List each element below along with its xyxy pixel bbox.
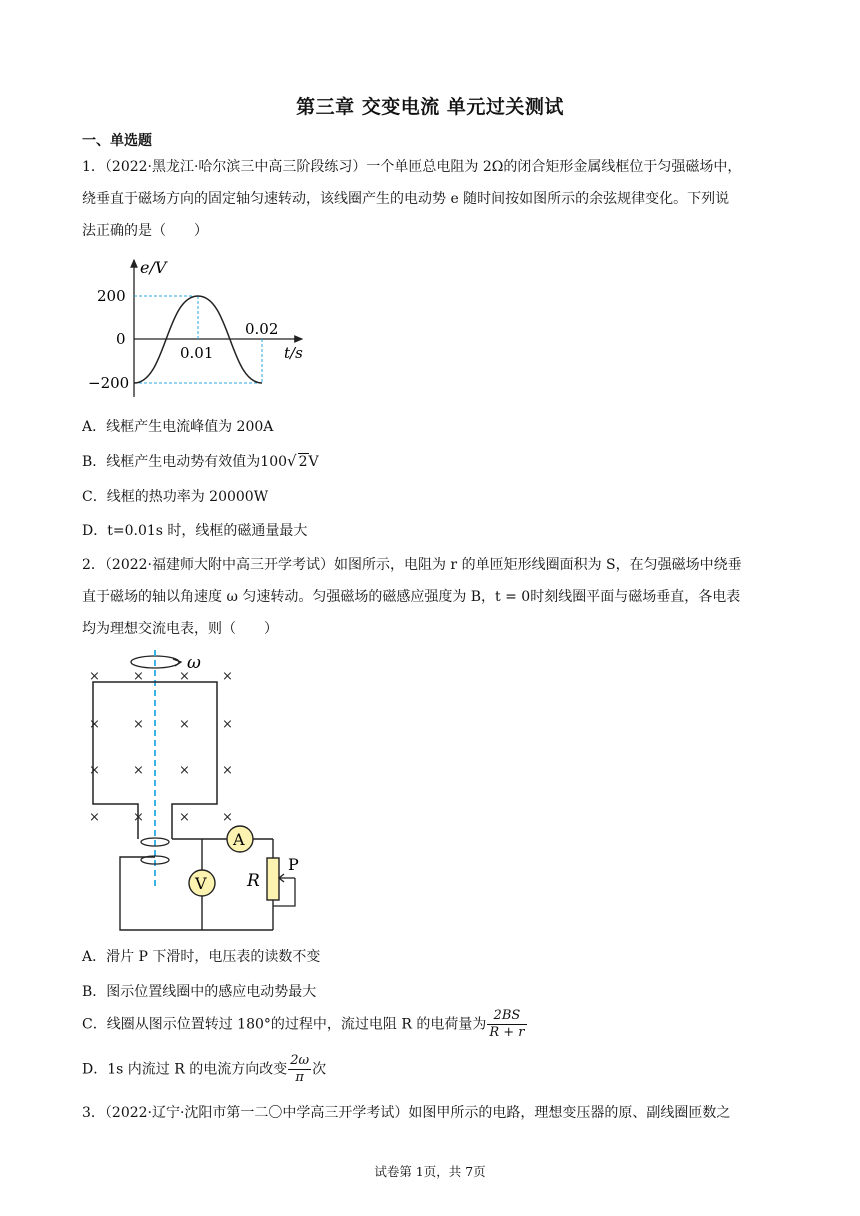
svg-text:×: × [179, 717, 190, 732]
svg-text:×: × [133, 810, 144, 825]
svg-text:P: P [288, 855, 299, 874]
svg-text:×: × [179, 669, 190, 684]
q1-option-c[interactable]: C．线框的热功率为 20000W [82, 489, 269, 505]
q2-stem-line-2: 直于磁场的轴以角速度 ω 匀速转动。匀强磁场的磁感应强度为 B，t = 0时刻线圈平面与磁场垂直，各电表 [82, 589, 741, 605]
tick-200: 200 [97, 287, 126, 305]
svg-text:V: V [195, 874, 207, 893]
svg-text:×: × [133, 717, 144, 732]
q3-stem-line-1: 3．（2022·辽宁·沈阳市第一二〇中学高三开学考试）如图甲所示的电路，理想变压器的原、副线圈匝数之 [82, 1105, 731, 1121]
q1-option-b[interactable]: B．线框产生电动势有效值为100√ 2V [82, 452, 319, 470]
q2-option-d[interactable]: D．1s 内流过 R 的电流方向改变 $\frac{2\omega}{\pi}$ 次 [82, 1053, 327, 1085]
page-title: 第三章 交变电流 单元过关测试 [296, 96, 564, 118]
svg-text:×: × [133, 763, 144, 778]
svg-text:×: × [89, 810, 100, 825]
svg-text:×: × [179, 763, 190, 778]
tick-0: 0 [116, 330, 126, 348]
svg-text:R: R [247, 871, 260, 891]
svg-text:A: A [233, 830, 245, 849]
svg-text:×: × [222, 810, 233, 825]
y-axis-label: e/V [140, 258, 167, 277]
svg-text:×: × [222, 717, 233, 732]
rheostat [267, 858, 279, 900]
section-heading: 一、单选题 [82, 133, 152, 149]
tick-002: 0.02 [245, 320, 279, 338]
q2-stem-line-3: 均为理想交流电表，则（ ） [82, 621, 278, 637]
q2-option-a[interactable]: A．滑片 P 下滑时，电压表的读数不变 [82, 949, 321, 965]
x-axis-label: t/s [284, 344, 303, 362]
svg-text:×: × [89, 717, 100, 732]
q2-option-b[interactable]: B．图示位置线圈中的感应电动势最大 [82, 984, 317, 1000]
q1-stem-line-3: 法正确的是（ ） [82, 223, 208, 239]
svg-text:×: × [222, 669, 233, 684]
tick-001: 0.01 [180, 344, 214, 362]
svg-text:×: × [133, 669, 144, 684]
omega-label: ω [187, 653, 201, 673]
q1-option-a[interactable]: A．线框产生电流峰值为 200A [82, 419, 274, 435]
svg-text:×: × [179, 810, 190, 825]
svg-text:×: × [89, 669, 100, 684]
q1-stem-line-1: 1．（2022·黑龙江·哈尔滨三中高三阶段练习）一个单匝总电阻为 2Ω的闭合矩形金属线框位于匀强磁场中， [82, 159, 742, 175]
q2-circuit-diagram [82, 646, 312, 936]
q2-option-c[interactable]: C．线圈从图示位置转过 180°的过程中，流过电阻 R 的电荷量为 $\frac{2BS}{R + r}$ [82, 1008, 525, 1040]
q2-stem-line-1: 2．（2022·福建师大附中高三开学考试）如图所示，电阻为 r 的单匝矩形线圈面积为 S，在匀强磁场中绕垂 [82, 557, 742, 573]
q1-option-d[interactable]: D．t=0.01s 时，线框的磁通量最大 [82, 523, 308, 539]
page-footer: 试卷第 1页，共 7页 [374, 1164, 486, 1179]
q1-stem-line-2: 绕垂直于磁场方向的固定轴匀速转动，该线圈产生的电动势 e 随时间按如图所示的余弦规律变化。下列说 [82, 191, 730, 207]
q1-emf-time-graph [88, 252, 318, 398]
tick-neg200: −200 [88, 374, 130, 392]
svg-text:×: × [222, 763, 233, 778]
svg-text:×: × [89, 763, 100, 778]
